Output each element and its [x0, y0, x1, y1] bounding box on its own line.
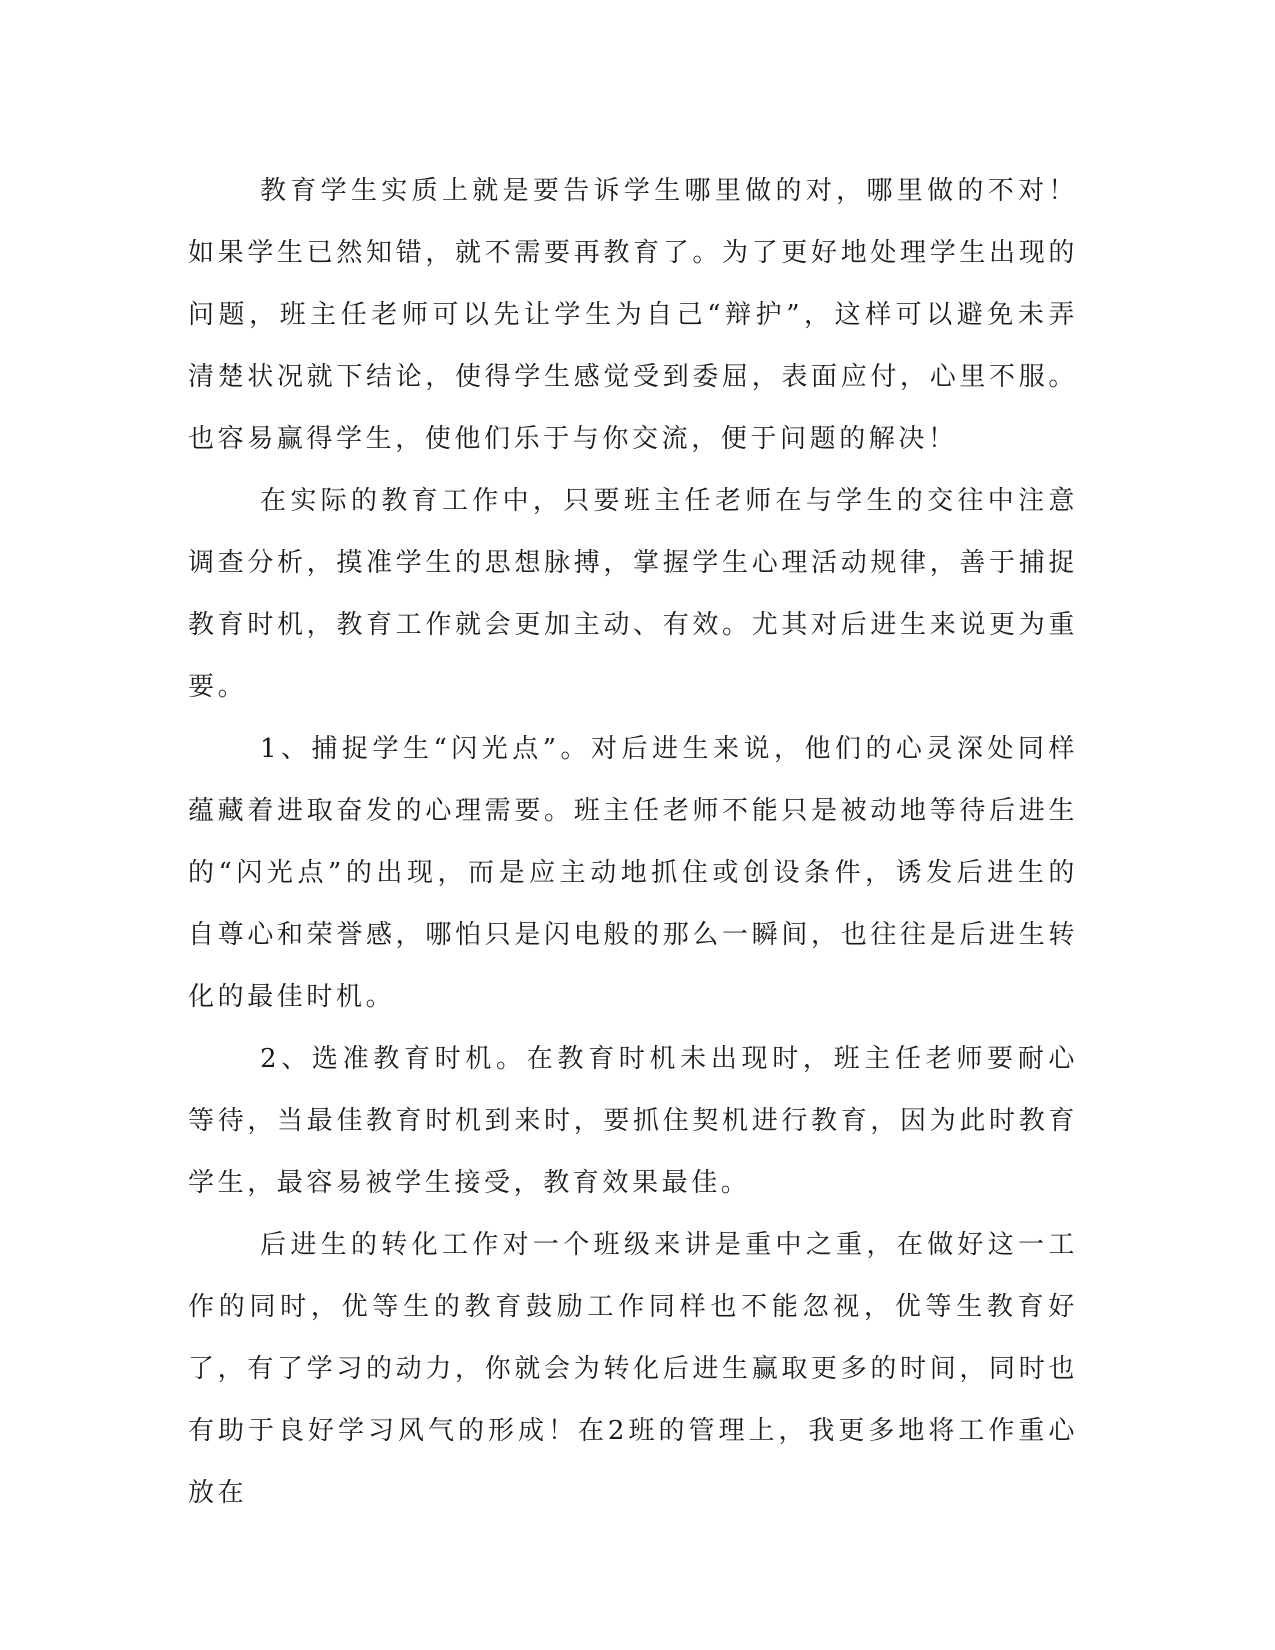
paragraph-4: 2、选准教育时机。在教育时机未出现时，班主任老师要耐心等待，当最佳教育时机到来时，要抓住契机进行教育，因为此时教育学生，最容易被学生接受，教育效果最佳。 [188, 1044, 1078, 1198]
paragraph-1: 教育学生实质上就是要告诉学生哪里做的对，哪里做的不对！如果学生已然知错，就不需要再教育了。为了更好地处理学生出现的问题，班主任老师可以先让学生为自己“辩护”，这样可以避免未弄清楚状况就下结论，使得学生感觉受到委屈，表面应付，心里不服。也容易赢得学生，使他们乐于与你交流，便于问题的解决！ [188, 176, 1078, 454]
paragraph-3: 1、捕捉学生“闪光点”。对后进生来说，他们的心灵深处同样蕴藏着进取奋发的心理需要。班主任老师不能只是被动地等待后进生的“闪光点”的出现，而是应主动地抓住或创设条件，诱发后进生的自尊心和荣誉感，哪怕只是闪电般的那么一瞬间，也往往是后进生转化的最佳时机。 [188, 734, 1078, 1012]
paragraph-5: 后进生的转化工作对一个班级来讲是重中之重，在做好这一工作的同时，优等生的教育鼓励工作同样也不能忽视，优等生教育好了，有了学习的动力，你就会为转化后进生赢取更多的时间，同时也有助于良好学习风气的形成！在2班的管理上，我更多地将工作重心放在 [188, 1230, 1078, 1508]
paragraph-2: 在实际的教育工作中，只要班主任老师在与学生的交往中注意调查分析，摸准学生的思想脉搏，掌握学生心理活动规律，善于捕捉教育时机，教育工作就会更加主动、有效。尤其对后进生来说更为重要。 [188, 486, 1078, 702]
document-body [188, 160, 1078, 1524]
